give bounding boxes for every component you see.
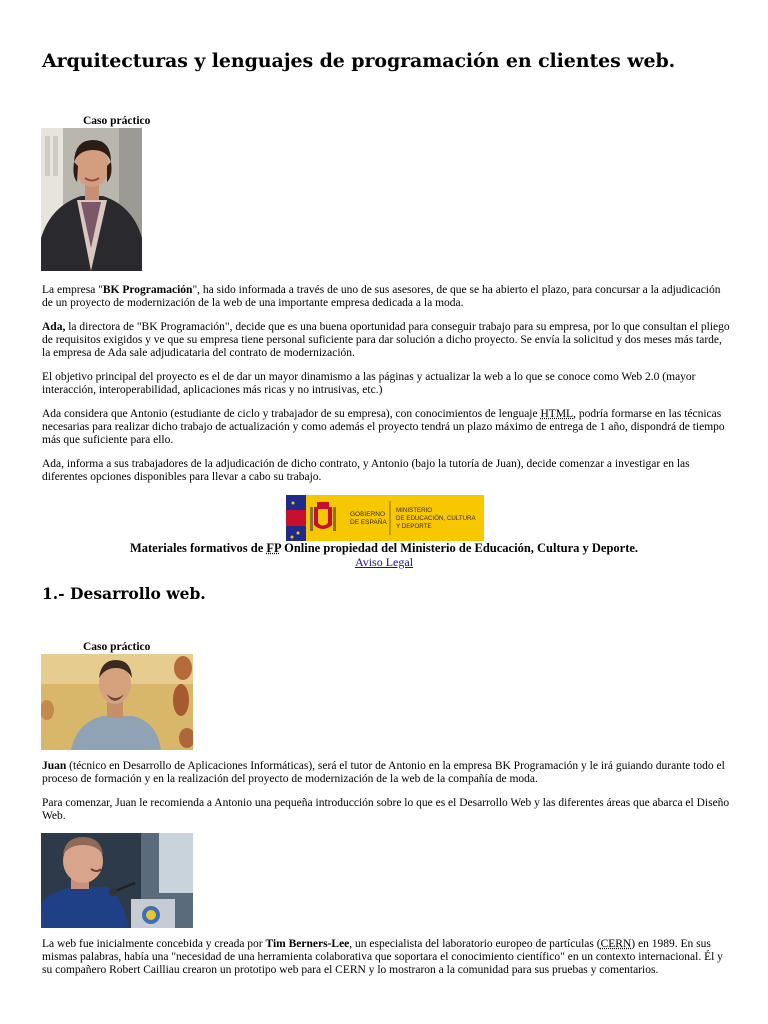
paragraph-bk-programacion bbox=[42, 284, 732, 310]
page-title: Arquitecturas y lenguajes de programación en clientes web. bbox=[42, 50, 676, 72]
text-span: ) en 1989. En sus mismas palabras, había una "necesidad de una herramienta colaborativa que soportara el conocimiento científico" en un contexto internacional. Él y su compañero Robert Cailliau crearon un prototipo web para el CERN y lo mostraron a la comunidad para sus pruebas y comentarios. bbox=[42, 938, 723, 976]
text-span: la directora de "BK Programación", decide que es una buena oportunidad para conseguir trabajo para su empresa, por lo que consultan el pliego de requisitos exigidos y ve que su empresa tiene personal suficiente para dar solución a dicho proyecto. Se envía la solicitud y dos meses más tarde, la empresa de Ada sale adjudicataria del contrato de modernización. bbox=[42, 321, 730, 359]
case-caption-2: Caso práctico bbox=[83, 641, 151, 653]
text-span: Ada considera que Antonio (estudiante de ciclo y trabajador de su empresa), con conocimientos de lenguaje bbox=[42, 408, 541, 420]
paragraph-objetivo: El objetivo principal del proyecto es el de dar un mayor dinamismo a las páginas y actualizar la web a lo que se conoce como Web 2.0 (mayor interacción, interoperabilidad, aplicaciones más ricas y no intrusivas, etc.) bbox=[42, 371, 696, 396]
text-span: La empresa " bbox=[42, 284, 103, 296]
text-span: Materiales formativos de bbox=[129, 541, 267, 555]
logo-text-ministerio: MINISTERIO bbox=[396, 507, 433, 514]
text-span: Online propiedad del Ministerio de Educación, Cultura y Deporte. bbox=[280, 541, 639, 555]
section-title: 1.- Desarrollo web. bbox=[42, 584, 206, 603]
paragraph-tim-berners-lee bbox=[42, 938, 732, 977]
paragraph-ada-directora bbox=[42, 321, 732, 360]
legal-notice-link[interactable]: Aviso Legal bbox=[354, 555, 414, 569]
logo-text-gobierno: GOBIERNO bbox=[350, 511, 386, 518]
logo-text-espana: DE ESPAÑA bbox=[350, 519, 387, 526]
case-caption: Caso práctico bbox=[83, 115, 151, 127]
text-span: , un especialista del laboratorio europeo de partículas ( bbox=[349, 938, 601, 950]
logo-text-educacion: DE EDUCACIÓN, CULTURA bbox=[396, 515, 476, 522]
paragraph-introduccion: Para comenzar, Juan le recomienda a Antonio una pequeña introducción sobre lo que es el Desarrollo Web y las diferentes áreas que abarca el Diseño Web. bbox=[42, 797, 730, 822]
logo-text-deporte: Y DEPORTE bbox=[396, 523, 432, 530]
text-span: , podría formarse en las técnicas necesarias para realizar dicho trabajo de actualización y como además el proyecto tendrá un plazo máximo de entrega de 1 año, dispondrá de tiempo más que suficiente para ello. bbox=[42, 408, 725, 446]
bold-name-tim: Tim Berners-Lee bbox=[265, 938, 350, 950]
abbr-cern[interactable]: CERN bbox=[600, 938, 632, 950]
paragraph-ada-informa: Ada, informa a sus trabajadores de la adjudicación de dicho contrato, y Antonio (bajo la tutoría de Juan), decide comenzar a investigar en las diferentes opciones disponibles para llevar a cabo su trabajo. bbox=[42, 458, 690, 483]
abbr-html[interactable]: HTML bbox=[540, 408, 574, 420]
text-span: La web fue inicialmente concebida y creada por bbox=[42, 938, 266, 950]
text-span: ", ha sido informada a través de uno de sus asesores, de que se ha abierto el plazo, para concursar a la adjudicación de un proyecto de modernización de la web de una importante empresa dedicada a la moda. bbox=[42, 284, 721, 309]
bold-company-name: BK Programación bbox=[102, 284, 193, 296]
man-portrait-photo bbox=[41, 654, 193, 750]
legal-notice-row bbox=[0, 555, 768, 570]
bold-name-ada: Ada, bbox=[42, 321, 66, 333]
materials-ownership-text bbox=[0, 541, 768, 556]
speaker-photo bbox=[41, 833, 193, 928]
abbr-fp[interactable]: FP bbox=[266, 541, 281, 555]
ministry-logo bbox=[286, 495, 484, 541]
bold-name-juan: Juan bbox=[42, 760, 67, 772]
woman-portrait-photo bbox=[41, 128, 142, 271]
paragraph-juan bbox=[42, 760, 732, 786]
paragraph-antonio bbox=[42, 408, 732, 447]
text-span: (técnico en Desarrollo de Aplicaciones Informáticas), será el tutor de Antonio en la empresa BK Programación y le irá guiando durante todo el proceso de formación y en la realización del proyecto de modernización de la web de la compañía de moda. bbox=[42, 760, 725, 785]
